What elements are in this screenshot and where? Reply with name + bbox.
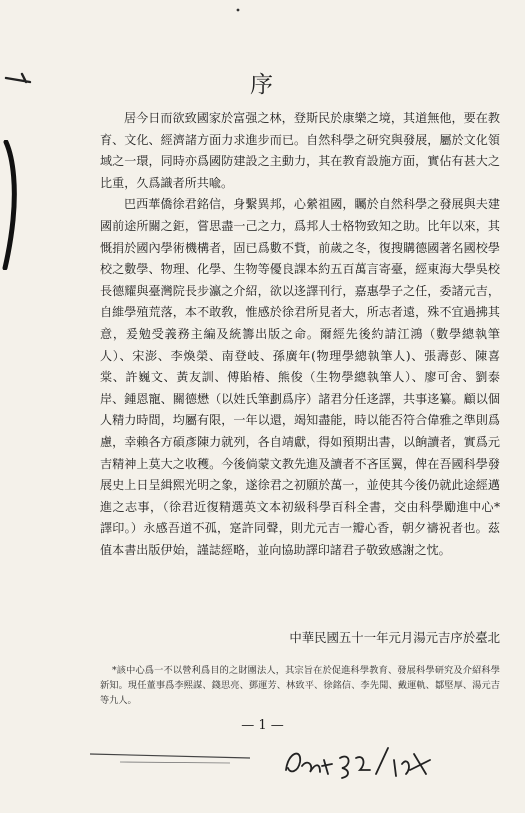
page-number: — 1 — (241, 718, 284, 733)
page-title: 序 (250, 72, 275, 98)
handwritten-note (280, 740, 450, 785)
scan-speck (230, 0, 250, 20)
paragraph: 巴西華僑徐君銘信，身繫異邦，心縈祖國，矚於自然科學之發展與夫建國前途所關之鉅，嘗思盡一己之力，爲邦人士格物致知之助。比年以來，其慨捐於國內學術機構者，固已爲數不貲，前歲之冬，復搜購德國著名國校學校之數學、物理、化學、生物等優良課本約五百萬言寄臺，經東海大學吳校長德耀與臺灣院長步瀛之介紹，欲以迻譯刊行，嘉惠學子之任，委諸元吉，自維學殖荒落，本不敢敎，惟感於徐君所見者大，所志者遠，殊不宜過拂其意，爰勉受義務主編及統籌出版之命。爾經先後約請江鴻（數學總執筆人）、宋澎、李煥榮、南登岐、孫廣年(物理學總執筆人)、張壽彭、陳喜棠、許巍文、黃友訓、傅貽椿、熊俊（生物學總執筆人）、廖可舍、劉泰岸、鍾恩寵、關德懋（以姓氏筆劃爲序）諸君分任迻譯，共事迻纂。顧以個人精力時間，均屬有限，一年以還，竭知盡能，時以能否符合偉雅之準則爲慮，幸賴各方碩彥陳力就列，各自靖獻，得如預期出書，以餉讀者，實爲元吉精神上莫大之收穫。今後倘蒙文教先進及讀者不吝匡翼，俾在吾國科學發展史上日呈緝熙光明之象，遂徐君之初願於萬一，並使其今後仍就此途經邁進之志事，（徐君近復精選英文本初級科學百科全書，交由科學勵進中心* 譯印。）永感吾道不孤，寔許同聲，則尤元吉一瓣心香，朝夕禱祝者也。茲值本書出版伊始，謹誌經略，並向協助譯印諸君子敬致感謝之忱。 (100, 197, 500, 557)
footnote (100, 663, 500, 708)
signature-line: 中華民國五十一年元月湯元吉序於臺北 (289, 630, 500, 645)
preface-body (100, 108, 500, 561)
footnote-text: *該中心爲一不以營利爲目的之財團法人，其宗旨在於促進科學教育、發展科學研究及介紹科學新知。現任董事爲李熙謀、錢思亮、鄧運芳、林致平、徐銘信、李先聞、戴運軌、鄒堅厚、湯元吉等九人。 (100, 665, 500, 706)
paragraph: 居今日而欲致國家於富强之林，登斯民於康樂之境，其道無他，要在教育、文化、經濟諸方面力求進步而已。自然科學之研究與發展，屬於文化領域之一環，同時亦爲國防建設之主動力，其在教育設施方面，實佔有甚大之比重，久爲識者所共喩。 (100, 111, 500, 190)
binding-shadow (0, 140, 24, 270)
